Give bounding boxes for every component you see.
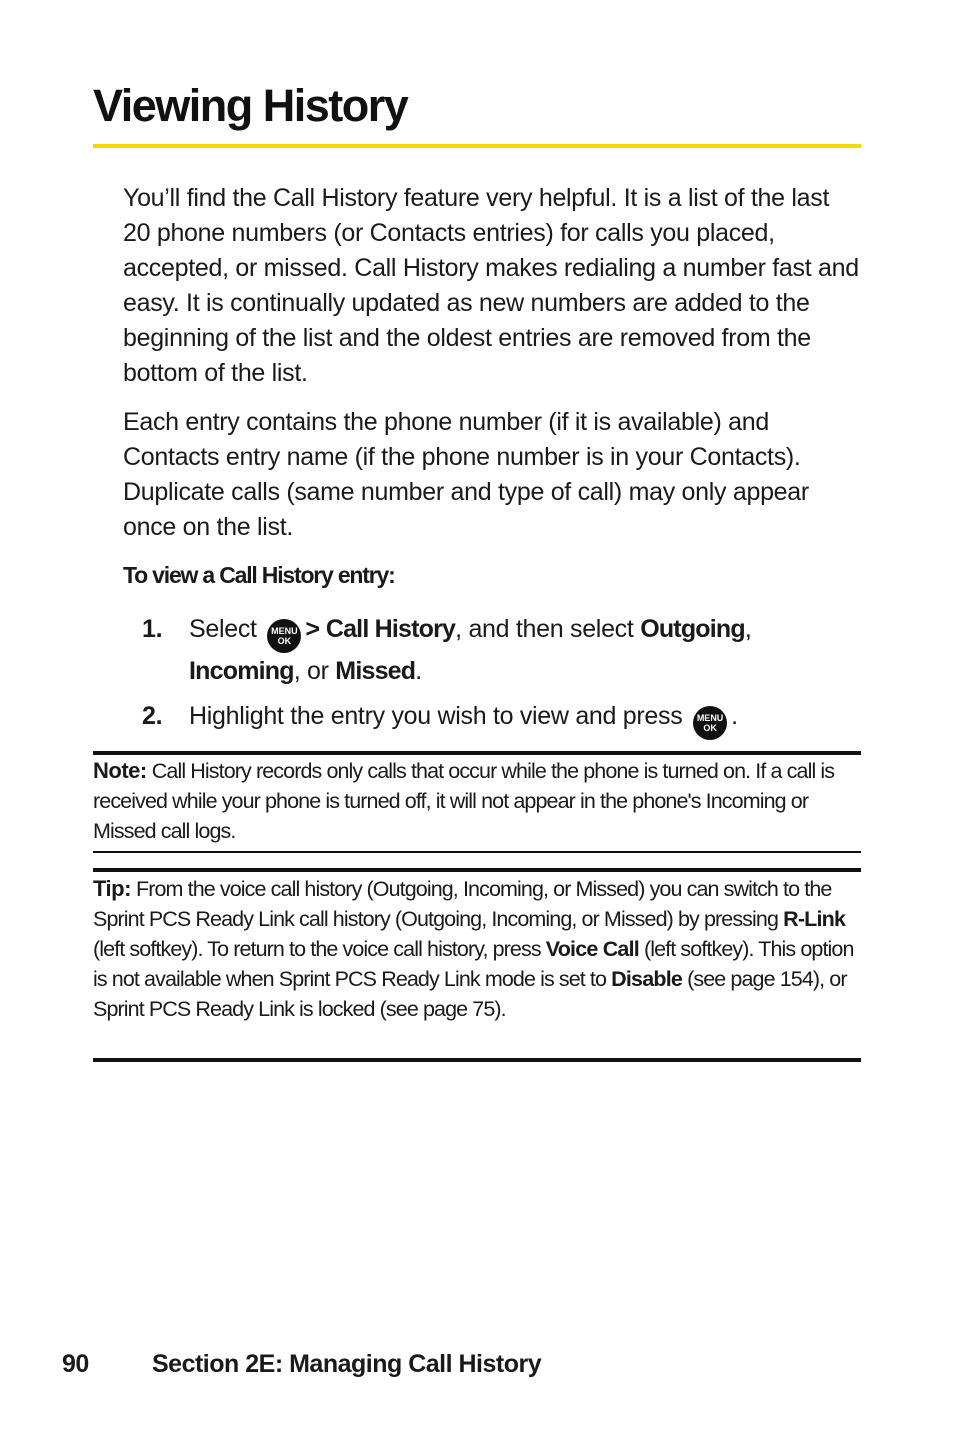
note-label: Note: bbox=[93, 758, 147, 783]
note-box bbox=[93, 756, 861, 846]
note-bottom-rule bbox=[93, 851, 861, 853]
option-incoming: Incoming bbox=[189, 657, 294, 685]
tip-top-rule bbox=[93, 868, 861, 872]
note-text: Call History records only calls that occur while the phone is turned on. If a call is received while your phone is turned off, it will not appear in the phone's Incoming or Missed call logs. bbox=[93, 759, 835, 843]
tip-bottom-rule bbox=[93, 1058, 861, 1062]
option-missed: Missed bbox=[335, 657, 416, 685]
option-outgoing: Outgoing bbox=[640, 615, 745, 643]
step-text: Highlight the entry you wish to view and press MENU OK . bbox=[189, 698, 839, 740]
softkey-r-link: R-Link bbox=[783, 907, 846, 931]
menu-path-call-history: Call History bbox=[325, 615, 456, 643]
step-number: 1. bbox=[142, 615, 163, 643]
tip-label: Tip: bbox=[93, 876, 131, 901]
title-underline bbox=[93, 144, 861, 148]
step-number: 2. bbox=[142, 702, 163, 730]
tip-box: Tip: From the voice call history (Outgoing, Incoming, or Missed) you can switch to the Sprint PCS Ready Link call history (Outgoing, Incoming, or Missed) by pressing R-Link (left softkey). To return to the voice call history, press Voice Call (left softkey). This option is not available when Sprint PCS Ready Link mode is set to Disable (see page 154), or Sprint PCS Ready Link is locked (see page 75). bbox=[93, 876, 854, 1021]
menu-ok-key-icon: MENU OK bbox=[693, 706, 727, 740]
menu-arrow: > bbox=[305, 615, 320, 643]
procedure-heading: To view a Call History entry: bbox=[123, 562, 395, 588]
step-text: Select MENU OK > Call History, and then select Outgoing, Incoming, or Missed. bbox=[189, 615, 752, 685]
entry-description-paragraph: Each entry contains the phone number (if it is available) and Contacts entry name (if the phone number is in your Contacts). Duplicate calls (same number and type of call) may only appear once on the list. bbox=[123, 408, 809, 541]
page-title: Viewing History bbox=[93, 80, 408, 131]
note-top-rule bbox=[93, 751, 861, 755]
intro-paragraph: You’ll find the Call History feature very helpful. It is a list of the last 20 phone numbers (or Contacts entries) for calls you placed, accepted, or missed. Call History makes redialing a number fast and easy. It is continually updated as new numbers are added to the beginning of the list and the oldest entries are removed from the bottom of the list. bbox=[123, 184, 859, 387]
page-number: 90 bbox=[62, 1350, 89, 1378]
section-title: Section 2E: Managing Call History bbox=[152, 1350, 542, 1378]
setting-disable: Disable bbox=[611, 967, 683, 991]
softkey-voice-call: Voice Call bbox=[545, 937, 639, 961]
menu-ok-key-icon: MENU OK bbox=[267, 619, 301, 653]
